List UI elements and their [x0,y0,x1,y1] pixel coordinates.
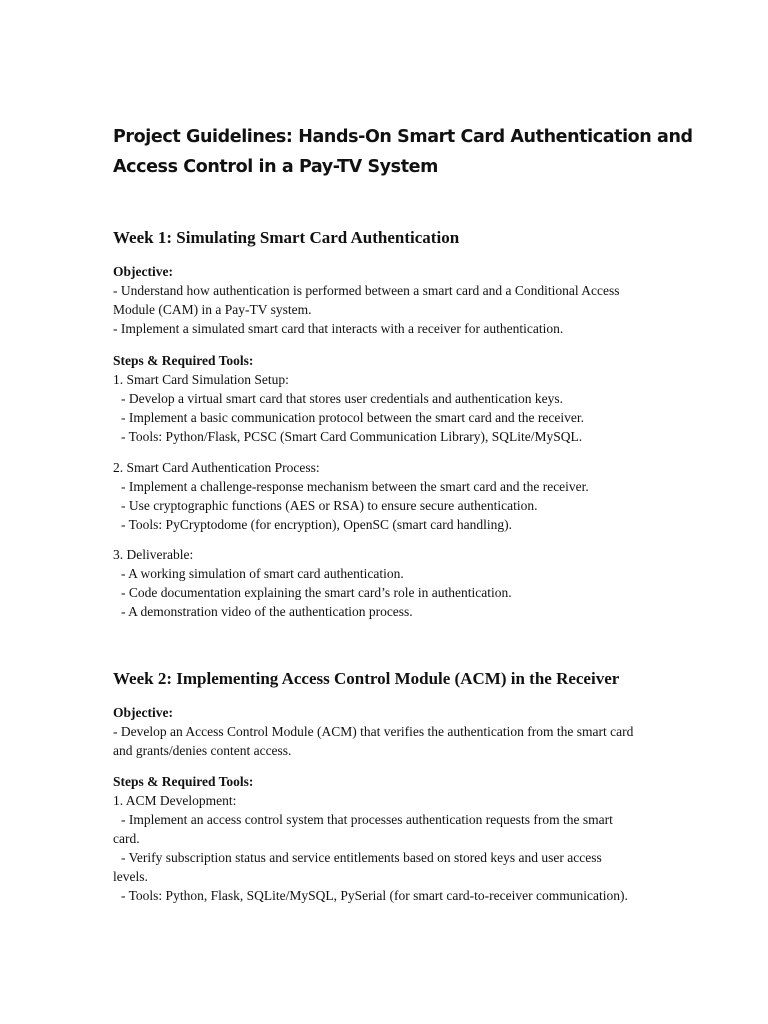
week2-steps [113,772,653,905]
week1-step3-item: - A demonstration video of the authentication process. [121,604,413,619]
week1-objective [113,262,653,338]
week1-step3-item: - A working simulation of smart card authentication. [121,566,404,581]
title-line-2: Access Control in a Pay-TV System [113,157,438,177]
week1-objective-line: - Understand how authentication is performed between a smart card and a Conditional Access [113,283,620,298]
week2-step1-line: levels. [113,869,148,884]
week2-heading-block [113,668,653,690]
week1-step2-item: - Implement a challenge-response mechanism between the smart card and the receiver. [121,479,589,494]
week1-steps-label: Steps & Required Tools: [113,353,254,368]
title-line-1: Project Guidelines: Hands-On Smart Card Authentication and [113,127,693,147]
week1-step1-item: - Implement a basic communication protocol between the smart card and the receiver. [121,410,584,425]
week1-objective-line: Module (CAM) in a Pay-TV system. [113,302,312,317]
week2-step1-line: - Implement an access control system that processes authentication requests from the smart [121,812,613,827]
week2-objective-label: Objective: [113,705,173,720]
week2-objective-line: and grants/denies content access. [113,743,292,758]
week2-heading: Week 2: Implementing Access Control Module (ACM) in the Receiver [113,669,620,688]
week1-heading-block [113,227,653,249]
week1-objective-line: - Implement a simulated smart card that interacts with a receiver for authentication. [113,321,564,336]
week2-step1-line: card. [113,831,140,846]
week1-step2-item: - Tools: PyCryptodome (for encryption), OpenSC (smart card handling). [121,517,512,532]
week2-step1-line: - Tools: Python, Flask, SQLite/MySQL, PySerial (for smart card-to-receiver communication). [121,888,628,903]
week1-step3 [113,545,653,621]
week1-step2-title: 2. Smart Card Authentication Process: [113,460,320,475]
week1-step1-item: - Tools: Python/Flask, PCSC (Smart Card Communication Library), SQLite/MySQL. [121,429,583,444]
week2-objective [113,703,653,760]
week1-step3-title: 3. Deliverable: [113,547,194,562]
week2-steps-label: Steps & Required Tools: [113,774,254,789]
week2-step1-line: - Verify subscription status and service entitlements based on stored keys and user access [121,850,602,865]
week1-heading: Week 1: Simulating Smart Card Authentication [113,228,460,247]
week1-step2-item: - Use cryptographic functions (AES or RSA) to ensure secure authentication. [121,498,538,513]
week1-step1-item: - Develop a virtual smart card that stores user credentials and authentication keys. [121,391,563,406]
week1-steps [113,351,653,446]
week1-step2 [113,458,653,534]
week2-objective-line: - Develop an Access Control Module (ACM) that verifies the authentication from the smart card [113,724,634,739]
week1-step3-item: - Code documentation explaining the smart card’s role in authentication. [121,585,512,600]
week1-step1-title: 1. Smart Card Simulation Setup: [113,372,289,387]
document-title [113,122,693,182]
week2-step1-title: 1. ACM Development: [113,793,237,808]
week1-objective-label: Objective: [113,264,173,279]
